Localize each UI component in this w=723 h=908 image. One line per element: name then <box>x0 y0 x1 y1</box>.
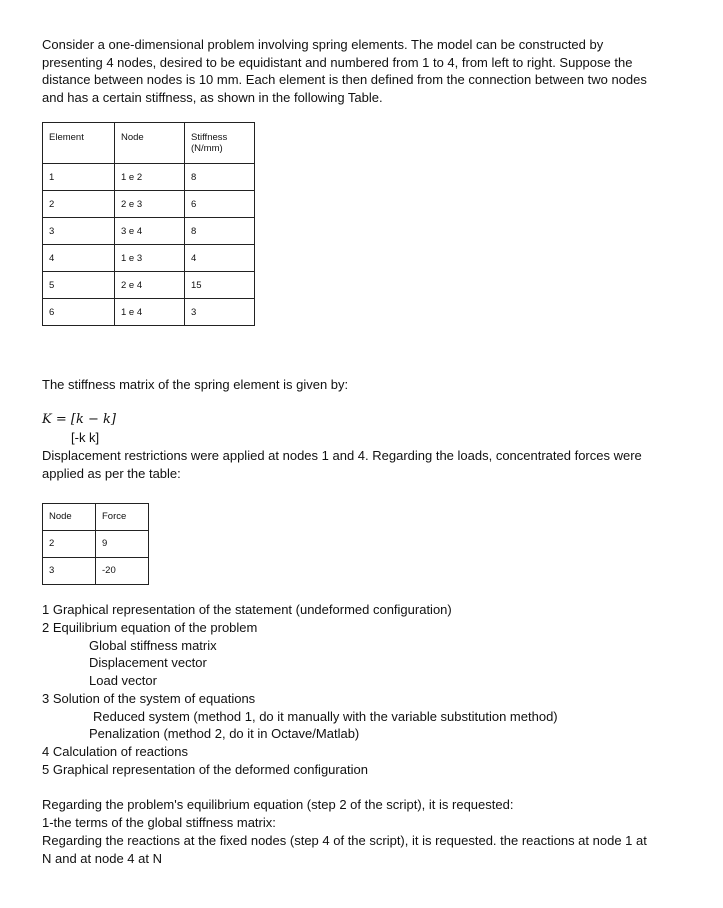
request-line-3: Regarding the reactions at the fixed nodes (step 4 of the script), it is requested. the reactions at node 1 at <box>42 833 647 848</box>
element-cell: 6 <box>49 307 55 318</box>
node-cell: 1 e 4 <box>121 307 143 318</box>
node-cell: 2 <box>49 538 55 549</box>
table-row <box>43 272 255 299</box>
table-row <box>43 191 255 218</box>
task-3: 3 Solution of the system of equations <box>42 691 256 706</box>
intro-paragraph <box>42 36 682 106</box>
header-stiffness: Stiffness (N/mm) <box>185 123 255 164</box>
table-row <box>43 245 255 272</box>
header-element: Element <box>43 123 115 164</box>
displacement-line-2: applied as per the table: <box>42 466 181 481</box>
stiffness-cell: 15 <box>191 280 202 291</box>
table-header-row <box>43 123 255 164</box>
stiffness-cell: 3 <box>191 307 197 318</box>
node-cell: 2 e 3 <box>121 199 143 210</box>
table-header-row <box>43 504 149 531</box>
node-cell: 3 <box>49 565 55 576</box>
intro-line-3: distance between nodes is 10 mm. Each element is then defined from the connection between two nodes <box>42 72 647 87</box>
node-cell: 1 e 3 <box>121 253 143 264</box>
stiffness-cell: 8 <box>191 226 197 237</box>
request-line-4: N and at node 4 at N <box>42 851 162 866</box>
intro-line-4: and has a certain stiffness, as shown in the following Table. <box>42 89 383 105</box>
intro-line-2: presenting 4 nodes, desired to be equidistant and numbered from 1 to 4, from left to right. Suppose the <box>42 54 633 70</box>
node-cell: 2 e 4 <box>121 280 143 291</box>
displacement-line-1: Displacement restrictions were applied at nodes 1 and 4. Regarding the loads, concentrated forces were <box>42 448 642 463</box>
table-row <box>43 558 149 585</box>
node-cell: 1 e 2 <box>121 172 143 183</box>
force-cell: 9 <box>102 538 108 549</box>
task-2c: Load vector <box>89 673 157 688</box>
element-cell: 1 <box>49 172 55 183</box>
stiffness-cell: 4 <box>191 253 197 264</box>
stiffness-cell: 6 <box>191 199 197 210</box>
header-node: Node <box>115 123 185 164</box>
table-row <box>43 218 255 245</box>
stiffness-statement: The stiffness matrix of the spring element is given by: <box>42 377 349 392</box>
task-3a: Reduced system (method 1, do it manually with the variable substitution method) <box>93 709 558 724</box>
request-line-1: Regarding the problem's equilibrium equation (step 2 of the script), it is requested: <box>42 797 514 812</box>
element-cell: 3 <box>49 226 55 237</box>
task-2b: Displacement vector <box>89 655 207 670</box>
intro-line-1: Consider a one-dimensional problem involving spring elements. The model can be constructed by <box>42 37 604 52</box>
matrix-line-1: K = [k − k] <box>42 412 116 427</box>
table-row <box>43 531 149 558</box>
element-stiffness-table <box>42 122 255 326</box>
force-table <box>42 503 149 585</box>
stiffness-cell: 8 <box>191 172 197 183</box>
table-row <box>43 164 255 191</box>
task-5: 5 Graphical representation of the deformed configuration <box>42 762 368 777</box>
element-cell: 2 <box>49 199 55 210</box>
task-4: 4 Calculation of reactions <box>42 744 188 759</box>
task-2: 2 Equilibrium equation of the problem <box>42 620 258 635</box>
task-3b: Penalization (method 2, do it in Octave/Matlab) <box>89 726 360 741</box>
header-force: Force <box>96 504 149 531</box>
header-node: Node <box>43 504 96 531</box>
matrix-line-2: [-k k] <box>71 430 100 445</box>
table-row <box>43 299 255 326</box>
force-cell: -20 <box>102 565 116 576</box>
node-cell: 3 e 4 <box>121 226 143 237</box>
element-cell: 5 <box>49 280 55 291</box>
task-2a: Global stiffness matrix <box>89 638 217 653</box>
element-cell: 4 <box>49 253 55 264</box>
request-line-2: 1-the terms of the global stiffness matrix: <box>42 815 276 830</box>
task-1: 1 Graphical representation of the statement (undeformed configuration) <box>42 602 452 617</box>
